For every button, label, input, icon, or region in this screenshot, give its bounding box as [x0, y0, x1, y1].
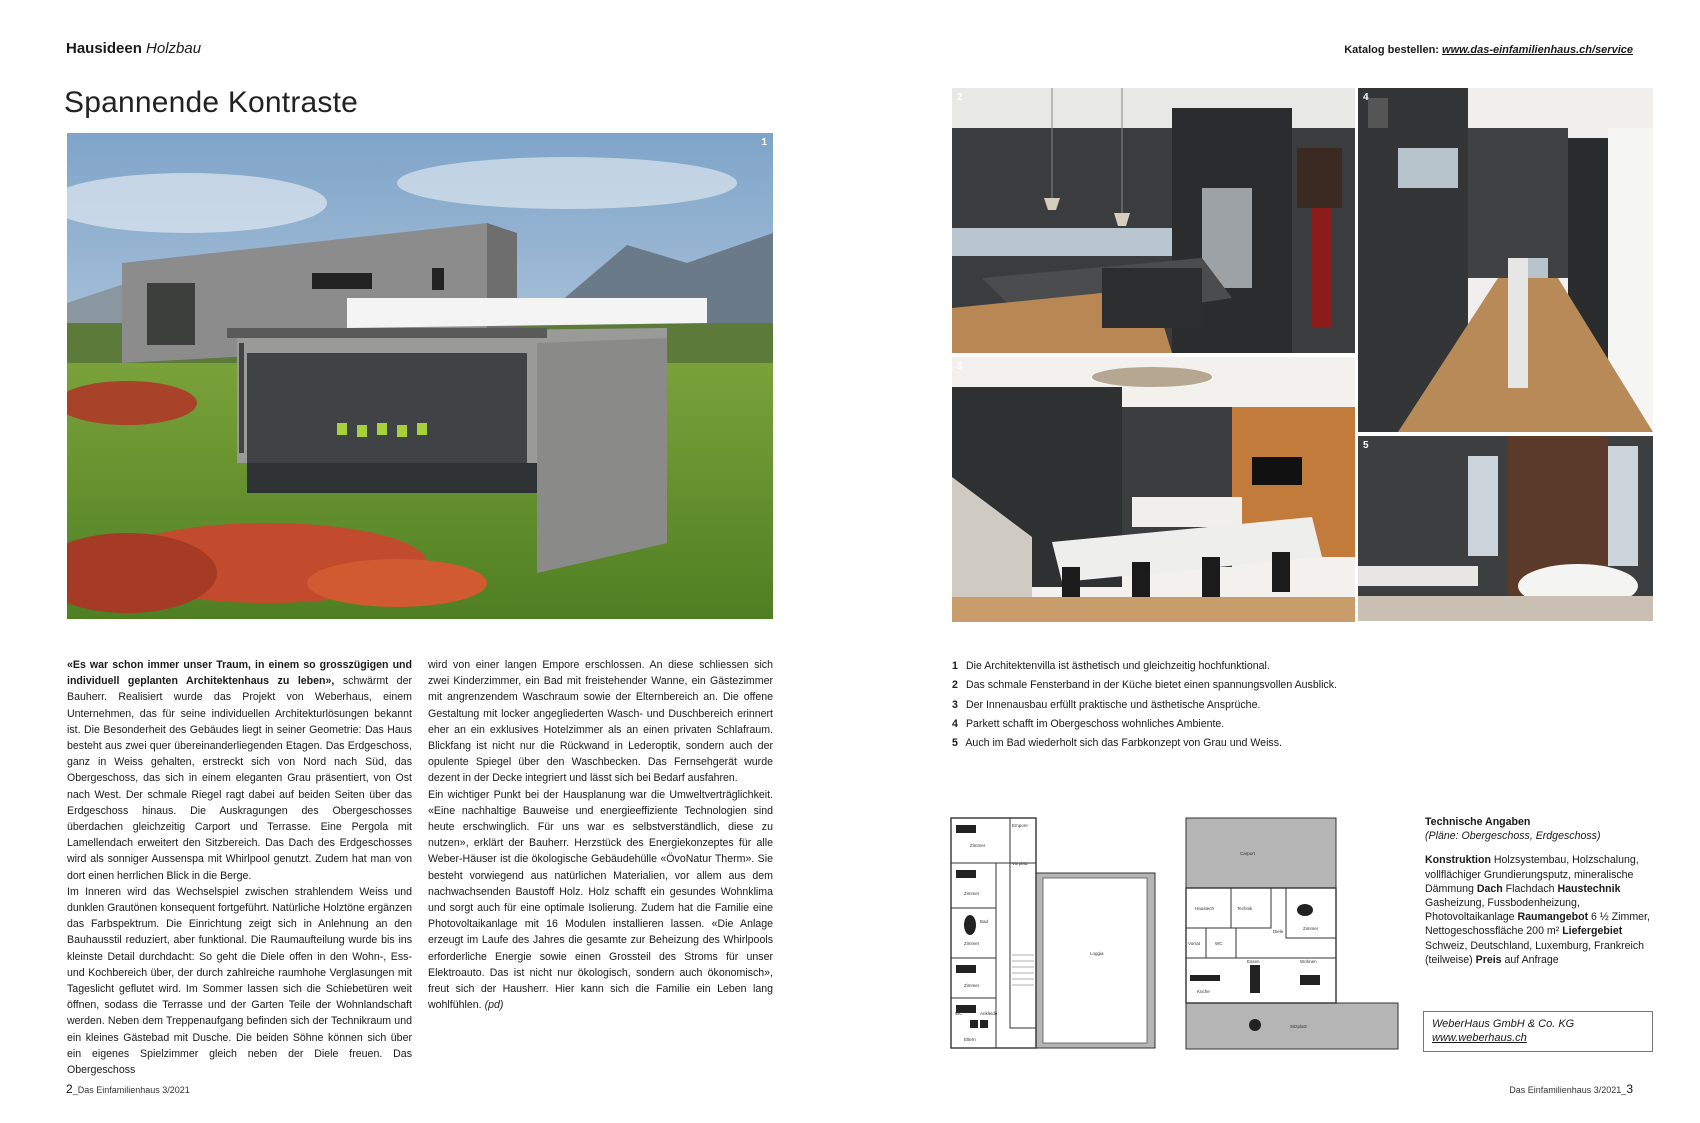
bathroom-illustration [1358, 436, 1653, 621]
subsection-name: Holzbau [146, 40, 202, 57]
page-number: 3 [1626, 1082, 1633, 1096]
room-label: Technik [1237, 906, 1253, 911]
article-text: Ein wichtiger Punkt bei der Hausplanung war die Umweltverträglichkeit. «Eine nachhaltige Bauweise und energieeffiziente Technologien sind heute erschwinglich. Für uns war es selbstverständlich, diese zu nutzen», erklärt der Bauherr. Herzstück des Energiekonzeptes für alle Weber-Häuser ist die ökologische Gebäudehülle «ÖvoNatur Therm». Sie besteht vorwiegend aus natürlichen Materialien, vor allem aus dem nachwachsenden Baustoff Holz. Holz schafft ein gesundes Wohnklima und sorgt auch für eine optimale Isolierung. Zudem hat die Familie eine Photovoltaikanlage mit 16 Modulen installieren lassen. «Die Anlage erzeugt im Laufe des Jahres die gesamte zur Beheizung des Whirlpools erforderliche Energie sowie einen Grossteil des Stroms für unser Elektroauto. Das ist nicht nur ökologisch, sondern auch ökonomisch», freut sich der Hausherr. Hier kann sich die Familie ein Leben lang wohlfühlen. [428, 788, 773, 1012]
article-paragraph: wird von einer langen Empore erschlossen. An diese schliessen sich zwei Kinderzimmer, ein Bad mit freistehender Wanne, ein Gästezimmer mit angrenzendem Waschraum sowie der Elternbereich an. Die offene Gestaltung mit locker angegliederten Wasch- und Duschbereich erinnert eher an ein exklusives Hotelzimmer als an einen privaten Schlafraum. Blickfang ist nicht nur die Rückwand in Lederoptik, sondern auch der opulente Spiegel über den Waschbecken. Das Fernsehgerät wurde dezent in der Decke integriert und lässt sich bei Bedarf ausfahren. [428, 659, 773, 785]
room-label: Zimmer [964, 891, 980, 896]
photo-hallway [1358, 88, 1653, 432]
photo-bathroom [1358, 436, 1653, 621]
magazine-issue: Das Einfamilienhaus 3/2021 [77, 1085, 190, 1095]
exterior-illustration [67, 133, 773, 619]
kitchen-illustration [952, 88, 1355, 353]
technical-specs [1425, 815, 1653, 967]
living-illustration [952, 357, 1355, 622]
photo-exterior [67, 133, 773, 619]
article-lead: «Es war schon immer unser Traum, in einem so grosszügigen und individuell geplanten Architektenhaus zu leben», [67, 659, 412, 688]
room-label: Eltern [964, 1037, 976, 1042]
page-number: 2 [66, 1082, 73, 1096]
photo-number: 4 [1363, 92, 1369, 103]
room-label: Vorplatz [1012, 861, 1029, 866]
article-text: schwärmt der Bauherr. Realisiert wurde das Projekt von Weberhaus, einem Unternehmen, das für seine individuellen Architekturlösungen bekannt ist. Die Besonderheit des Gebäudes liegt in seiner Geometrie: Das Haus besteht aus zwei quer übereinanderliegenden Etagen. Das Erdgeschoss, ganz in Weiss gehalten, erstreckt sich von Nord nach Süd, das Obergeschoss, das sich in einem eleganten Grau präsentiert, von Ost nach West. Der schmale Riegel ragt dabei auf beiden Seiten über das Erdgeschoss hinaus. Die Auskragungen des Obergeschosses überdachen gleichzeitig Carport und Terrasse. Eine Pergola mit Lamellendach erweitert den Sitzbereich. Das Dach des Erdgeschosses wird als sonniger Aussenspa mit Whirlpool genutzt. Zudem hat man von dort einen herrlichen Blick in die Berge. [67, 675, 412, 882]
caption-item: 5 Auch im Bad wiederholt sich das Farbkonzept von Grau und Weiss. [952, 737, 1282, 750]
room-label: Ankleide [980, 1011, 998, 1016]
section-header [66, 40, 201, 57]
specs-body: Konstruktion Holzsystembau, Holzschalung, vollflächiger Grundierungsputz, mineralische Dämmung Dach Flachdach Haustechnik Gasheizung, Fussbodenheizung, Photovoltaikanlage Raumangebot 6 ½ Zimmer, Nettogeschossfläche 200 m² Liefergebiet Schweiz, Deutschland, Luxemburg, Frankreich (teilweise) Preis auf Anfrage [1425, 854, 1650, 966]
article-column-2 [428, 657, 773, 1013]
floor-plan-ground-drawing [1185, 815, 1400, 1050]
photo-number: 1 [761, 137, 767, 148]
specs-subheading: (Pläne: Obergeschoss, Erdgeschoss) [1425, 830, 1601, 843]
article-credit: (pd) [484, 999, 504, 1012]
caption-item: 1 Die Architektenvilla ist ästhetisch und gleichzeitig hochfunktional. [952, 660, 1270, 672]
caption-item: 4 Parkett schafft im Obergeschoss wohnliches Ambiente. [952, 717, 1225, 730]
catalog-order [1344, 44, 1633, 56]
catalog-label: Katalog bestellen: [1344, 44, 1439, 56]
room-label: WC [955, 1011, 963, 1016]
article-paragraph [428, 787, 773, 1014]
room-label: Zimmer [1303, 926, 1319, 931]
room-label: Zimmer [970, 843, 986, 848]
manufacturer-box [1423, 1011, 1653, 1052]
footer-left: 2_Das Einfamilienhaus 3/2021 [66, 1082, 190, 1096]
room-label: Loggia [1090, 951, 1104, 956]
catalog-link[interactable]: www.das-einfamilienhaus.ch/service [1442, 44, 1633, 56]
section-name: Hausideen [66, 40, 142, 57]
floor-plan-ground [1185, 815, 1400, 1050]
footer-right: Das Einfamilienhaus 3/2021_3 [1509, 1082, 1633, 1096]
photo-kitchen [952, 88, 1355, 353]
magazine-issue: Das Einfamilienhaus 3/2021 [1509, 1085, 1622, 1095]
photo-number: 3 [957, 361, 963, 372]
room-label: Zimmer [964, 983, 980, 988]
room-label: Essen [1247, 959, 1260, 964]
article-column-1 [67, 657, 412, 1078]
caption-item: 3 Der Innenausbau erfüllt praktische und ästhetische Ansprüche. [952, 698, 1261, 711]
hallway-illustration [1358, 88, 1653, 432]
photo-number: 2 [957, 92, 963, 103]
room-label: Haustech [1195, 906, 1215, 911]
room-label: Küche [1197, 989, 1210, 994]
photo-living [952, 357, 1355, 622]
room-label: Zimmer [964, 941, 980, 946]
room-label: Empore [1012, 823, 1028, 828]
room-label: Sitzplatz [1290, 1024, 1308, 1029]
caption-item: 2 Das schmale Fensterband in der Küche bietet einen spannungsvollen Ausblick. [952, 679, 1337, 692]
article-paragraph: Im Inneren wird das Wechselspiel zwischen strahlendem Weiss und dunklen Grautönen konsequent fortgeführt. Natürliche Holztöne ergänzen das Farbspektrum. Die Einrichtung zeigt sich in Anlehnung an den Bauhausstil reduziert, aber funktional. Die Raumaufteilung wurde bis ins kleinste Detail durchdacht: So geht die Diele offen in den Wohn-, Ess- und Kochbereich über, der durch zahlreiche raumhohe Verglasungen mit Tageslicht geflutet wird. Im Sommer lassen sich die Schiebetüren weit öffnen, sodass die Terrasse und der Garten Teile der Wohnlandschaft werden. Neben dem Treppenaufgang befinden sich der Technikraum und ein kleines Gästebad mit Dusche. Die beiden Söhne können sich über ein eigenes Spielzimmer gleich neben der Diele freuen. Das Obergeschoss [67, 885, 412, 1077]
manufacturer-link[interactable]: www.weberhaus.ch [1432, 1032, 1527, 1044]
article-title: Spannende Kontraste [64, 86, 359, 119]
floor-plan-upper [950, 815, 1160, 1050]
photo-number: 5 [1363, 440, 1369, 451]
room-label: Diele [1273, 929, 1284, 934]
room-label: WC [1215, 941, 1223, 946]
room-label: Carport [1240, 851, 1256, 856]
photo-captions [952, 657, 1337, 753]
floor-plan-upper-drawing [950, 815, 1160, 1050]
room-label: Wohnen [1300, 959, 1317, 964]
manufacturer-name: WeberHaus GmbH & Co. KG [1432, 1018, 1575, 1030]
room-label: Bad [980, 919, 989, 924]
article-paragraph [67, 657, 412, 884]
room-label: Vorrat [1188, 941, 1201, 946]
specs-heading: Technische Angaben [1425, 816, 1531, 828]
